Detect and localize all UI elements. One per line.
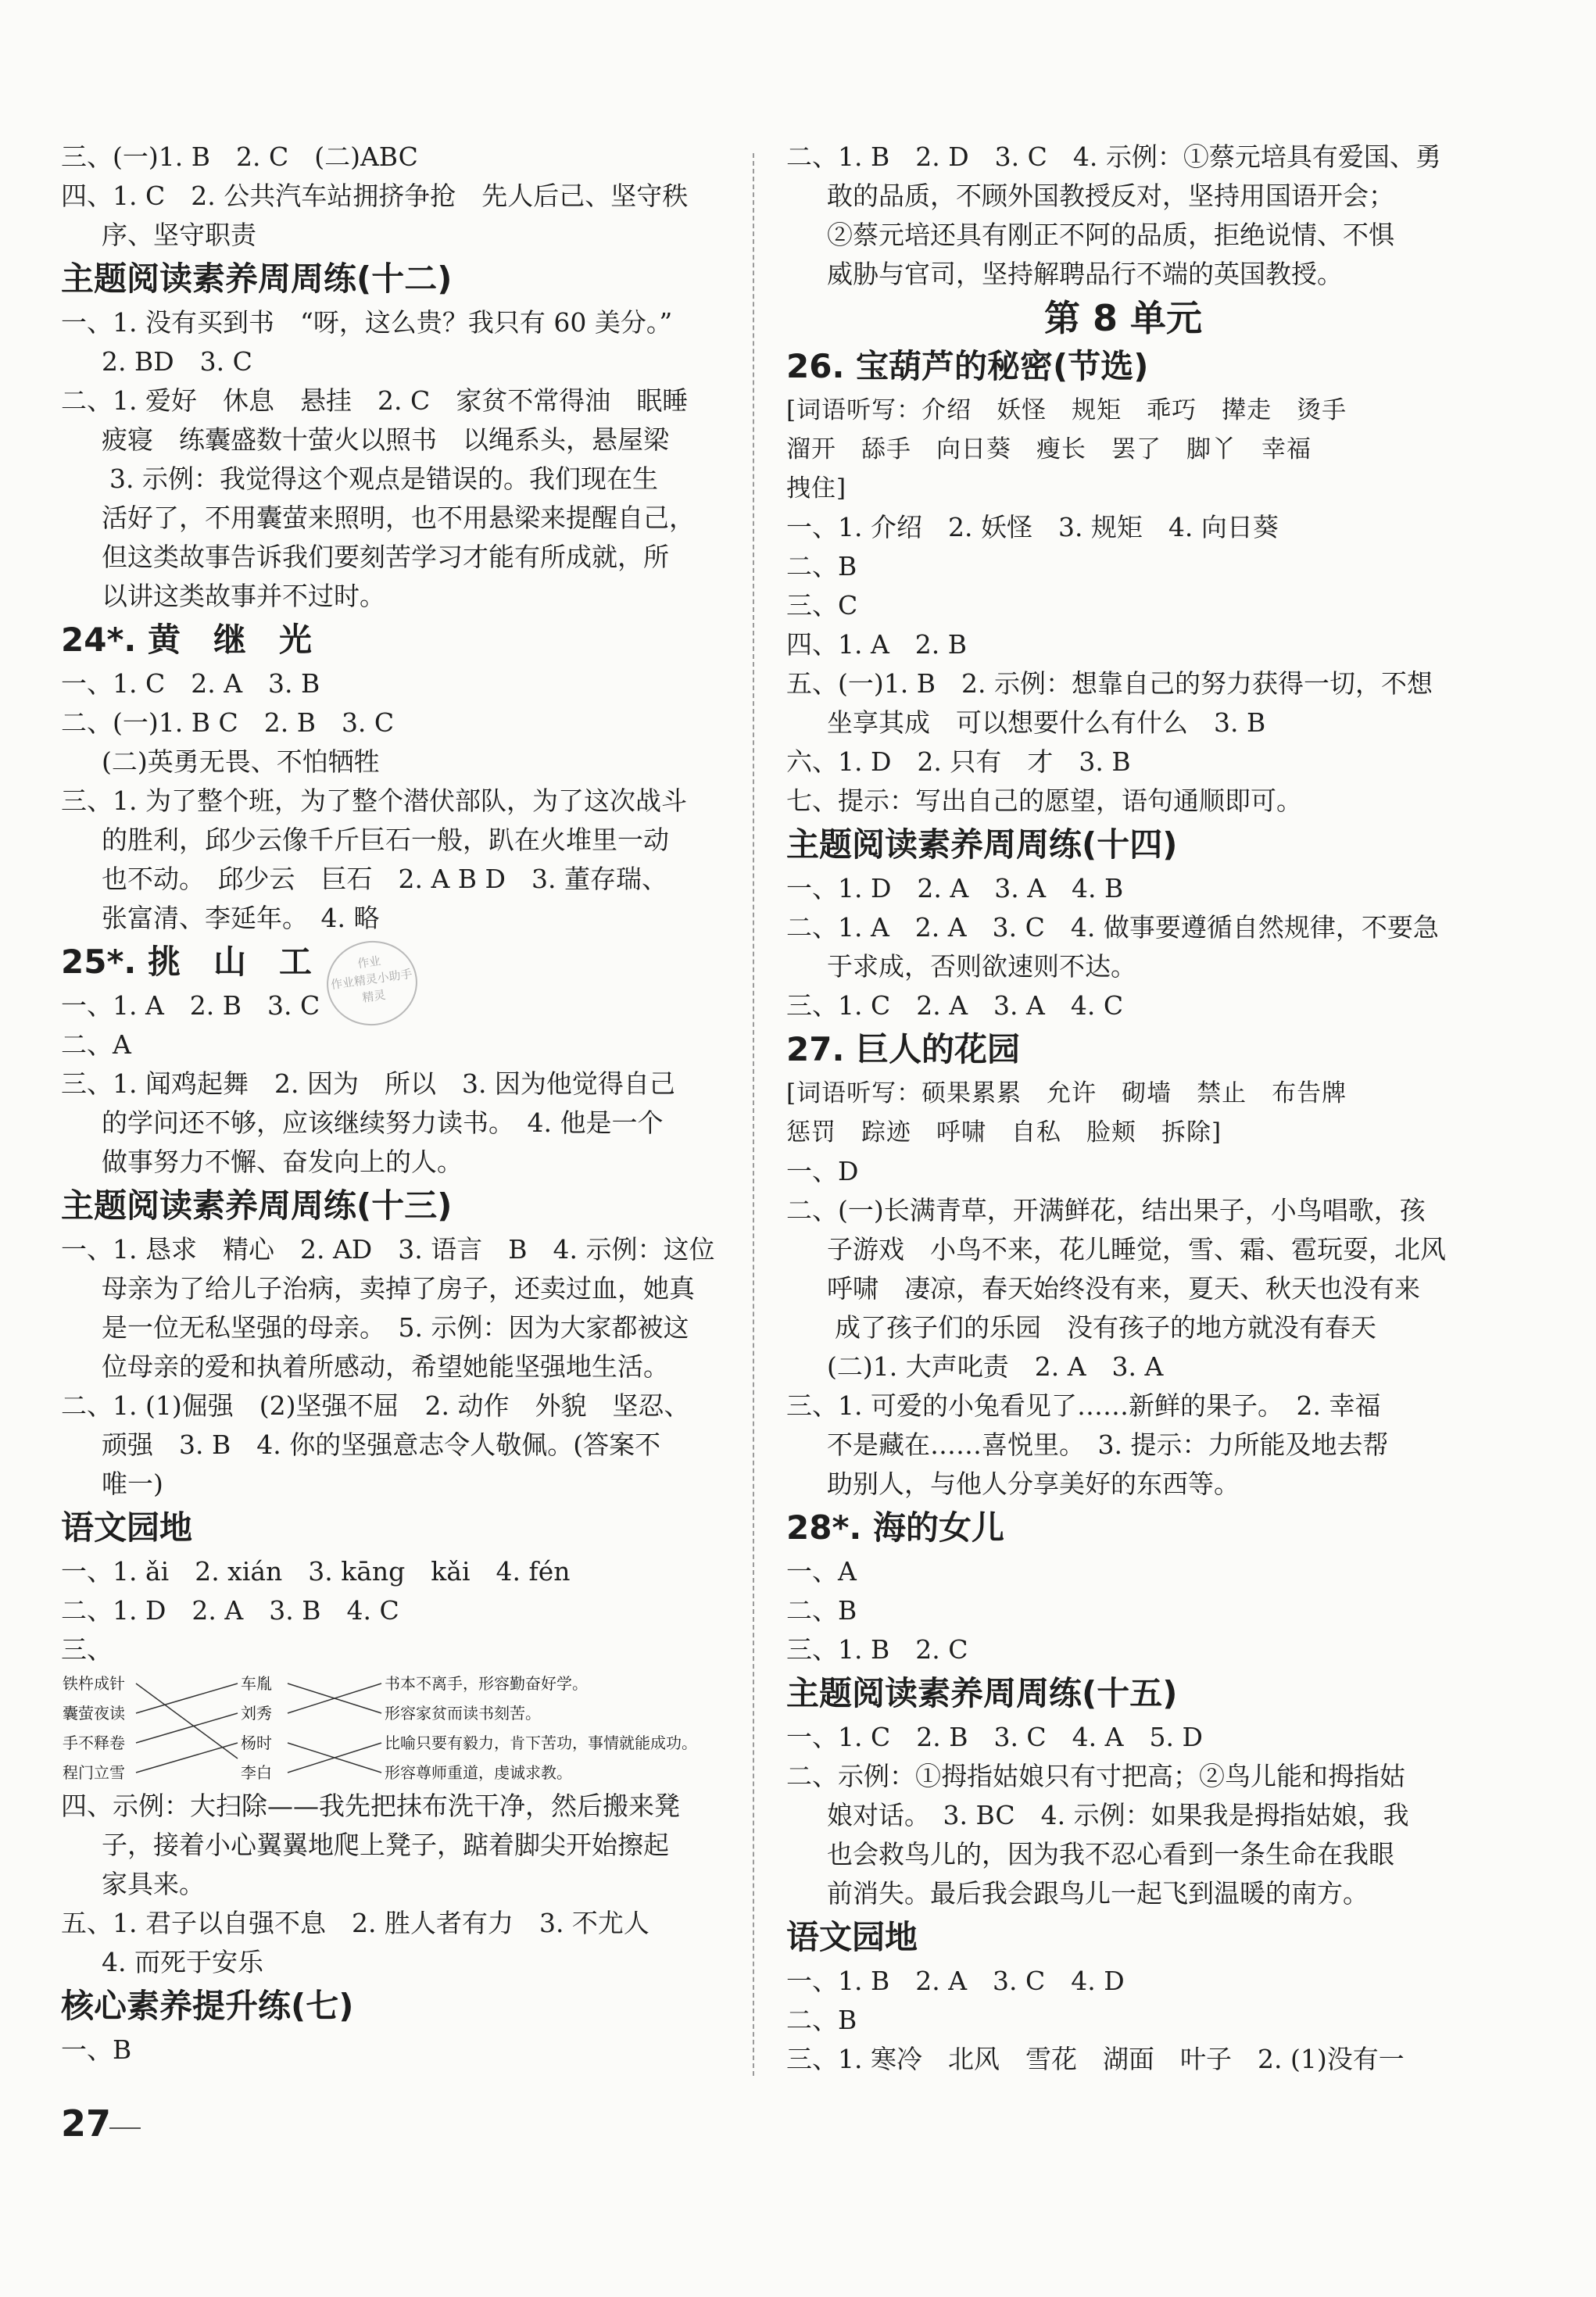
answer-line: 也不动。 邱少云 巨石 2. A B D 3. 董存瑞、: [102, 864, 667, 894]
answer-line: 二、B: [786, 551, 857, 581]
answer-line: 三、1. 闻鸡起舞 2. 因为 所以 3. 因为他觉得自己: [61, 1068, 675, 1099]
answer-line: 前消失。最后我会跟鸟儿一起飞到温暖的南方。: [827, 1878, 1369, 1909]
answer-line: 二、示例：①拇指姑娘只有寸把高；②鸟儿能和拇指姑: [786, 1761, 1405, 1791]
section-heading: 主题阅读素养周周练(十二): [61, 259, 453, 298]
answer-line: (二)英勇无畏、不怕牺牲: [102, 746, 380, 777]
answer-line: 位母亲的爱和执着所感动，希望她能坚强地生活。: [102, 1351, 669, 1382]
answer-line: 七、提示：写出自己的愿望，语句通顺即可。: [786, 785, 1302, 816]
left-answer-lines-after: [61, 1787, 722, 2070]
answer-line: 的学问还不够，应该继续努力读书。 4. 他是一个: [102, 1107, 664, 1138]
match-left-4: 程门立雪: [63, 1763, 125, 1782]
match-line-3: [136, 1713, 238, 1743]
section-heading: 24*. 黄 继 光: [61, 621, 312, 659]
match-left-1: 铁杵成针: [63, 1674, 125, 1693]
left-answer-lines: [61, 138, 722, 1669]
answer-line: 溜开 舔手 向日葵 瘦长 罢了 脚丫 幸福: [786, 435, 1312, 463]
answer-line: 娘对话。 3. BC 4. 示例：如果我是拇指姑娘，我: [827, 1800, 1409, 1830]
answer-line: 一、A: [786, 1556, 857, 1587]
answer-line: 一、1. D 2. A 3. A 4. B: [786, 873, 1124, 903]
match-middle-1: 车胤: [241, 1674, 272, 1693]
answer-line: 三、1. 可爱的小兔看见了……新鲜的果子。 2. 幸福: [786, 1390, 1381, 1421]
answer-line: 于求成，否则欲速则不达。: [827, 951, 1136, 982]
answer-line: 张富清、李延年。 4. 略: [102, 903, 380, 933]
section-heading: 28*. 海的女儿: [786, 1508, 1004, 1547]
answer-line: 四、1. C 2. 公共汽车站拥挤争抢 先人后己、坚守秩: [61, 181, 689, 211]
answer-line: 母亲为了给儿子治病，卖掉了房子，还卖过血，她真: [102, 1273, 695, 1304]
answer-line: 做事努力不懈、奋发向上的人。: [102, 1147, 463, 1177]
matching-exercise: [61, 1669, 722, 1787]
answer-line: 二、(一)长满青草，开满鲜花，结出果子，小鸟唱歌，孩: [786, 1195, 1426, 1225]
section-heading: 主题阅读素养周周练(十四): [786, 825, 1178, 864]
answer-line: 疲寝 练囊盛数十萤火以照书 以绳系头，悬屋梁: [102, 424, 669, 455]
section-heading: 语文园地: [61, 1508, 193, 1547]
answer-line: 三、C: [786, 590, 858, 621]
stamp-line-1: 作业: [356, 954, 382, 971]
answer-line: ②蔡元培还具有刚正不阿的品质，拒绝说情、不惧: [827, 220, 1394, 250]
answer-line: 子游戏 小鸟不来，花儿睡觉，雪、霜、雹玩耍，北风: [827, 1234, 1446, 1265]
answer-line: 三、: [61, 1634, 113, 1665]
match-right-2: 形容家贫而读书刻苦。: [385, 1704, 541, 1723]
match-line-2: [136, 1683, 238, 1713]
answer-line: 家具来。: [102, 1869, 205, 1899]
section-heading: 主题阅读素养周周练(十三): [61, 1186, 453, 1225]
answer-line: 二、1. D 2. A 3. B 4. C: [61, 1595, 399, 1626]
answer-line: 不是藏在……喜悦里。 3. 提示：力所能及地去帮: [827, 1429, 1389, 1460]
answer-line: 也会救鸟儿的，因为我不忍心看到一条生命在我眼: [827, 1839, 1394, 1869]
answer-line: 惩罚 踪迹 呼啸 自私 脸颊 拆除]: [786, 1118, 1222, 1147]
match-middle-2: 刘秀: [241, 1704, 272, 1723]
match-left-2: 囊萤夜读: [63, 1704, 125, 1723]
answer-line: 4. 而死于安乐: [102, 1947, 263, 1977]
answer-line: 一、1. C 2. B 3. C 4. A 5. D: [786, 1722, 1203, 1752]
column-divider: [753, 153, 754, 2076]
answer-line: 三、1. B 2. C: [786, 1634, 968, 1665]
answer-line: 五、1. 君子以自强不息 2. 胜人者有力 3. 不尤人: [61, 1908, 649, 1938]
section-heading: 27. 巨人的花园: [786, 1030, 1021, 1068]
answer-line: 二、A: [61, 1029, 131, 1060]
right-column: [786, 138, 1460, 2079]
stamp-line-2: 作业精灵小助手: [330, 966, 413, 993]
answer-line: 一、D: [786, 1156, 859, 1186]
answer-line: 二、1. A 2. A 3. C 4. 做事要遵循自然规律，不要急: [786, 912, 1439, 943]
section-heading: 26. 宝葫芦的秘密(节选): [786, 347, 1149, 385]
answer-line: 一、1. 介绍 2. 妖怪 3. 规矩 4. 向日葵: [786, 512, 1279, 542]
stamp-line-3: 精灵: [361, 987, 387, 1005]
answer-line: 助别人，与他人分享美好的东西等。: [827, 1469, 1240, 1499]
answer-line: 一、1. B 2. A 3. C 4. D: [786, 1966, 1125, 1996]
match-right-3: 比喻只要有毅力，肯下苦功，事情就能成功。: [385, 1733, 697, 1752]
section-heading: 25*. 挑 山 工: [61, 943, 312, 981]
answer-line: 威胁与官司，坚持解聘品行不端的英国教授。: [827, 259, 1343, 289]
answer-line: 二、B: [786, 2005, 857, 2035]
match-middle-4: 李白: [241, 1763, 272, 1782]
answer-line: 唯一): [102, 1469, 163, 1499]
section-heading: 核心素养提升练(七): [61, 1987, 354, 2025]
answer-line: 一、1. 恳求 精心 2. AD 3. 语言 B 4. 示例：这位: [61, 1234, 715, 1265]
answer-line: 二、1. 爱好 休息 悬挂 2. C 家贫不常得油 眠睡: [61, 385, 689, 416]
answer-line: 敢的品质，不顾外国教授反对，坚持用国语开会；: [827, 181, 1394, 211]
answer-line: (二)1. 大声叱责 2. A 3. A: [827, 1351, 1164, 1382]
answer-line: 一、1. C 2. A 3. B: [61, 668, 320, 699]
answer-line: 活好了，不用囊萤来照明，也不用悬梁来提醒自己，: [102, 503, 695, 533]
answer-line: 3. 示例：我觉得这个观点是错误的。我们现在生: [109, 463, 658, 494]
match-left-3: 手不释卷: [63, 1733, 125, 1752]
section-heading: 主题阅读素养周周练(十五): [786, 1674, 1178, 1712]
answer-line: 呼啸 凄凉，春天始终没有来，夏天、秋天也没有来: [827, 1273, 1420, 1304]
answer-line: 2. BD 3. C: [102, 346, 252, 377]
answer-line: 二、(一)1. B C 2. B 3. C: [61, 707, 395, 738]
match-right-1: 书本不离手，形容勤奋好学。: [385, 1674, 588, 1693]
answer-line: 五、(一)1. B 2. 示例：想靠自己的努力获得一切，不想: [786, 668, 1433, 699]
answer-line: 坐享其成 可以想要什么有什么 3. B: [827, 707, 1266, 738]
match-line-4: [136, 1743, 238, 1773]
answer-line: 一、B: [61, 2034, 132, 2065]
answer-line: 一、1. ǎi 2. xián 3. kāng kǎi 4. fén: [61, 1556, 571, 1587]
answer-line: 一、1. A 2. B 3. C: [61, 990, 320, 1021]
answer-line: 四、示例：大扫除——我先把抹布洗干净，然后搬来凳: [61, 1791, 680, 1821]
answer-line: 六、1. D 2. 只有 才 3. B: [786, 746, 1131, 777]
page-number: 27: [61, 2102, 112, 2145]
answer-line: 的胜利，邱少云像千斤巨石一般，趴在火堆里一动: [102, 825, 669, 855]
answer-line: 成了孩子们的乐园 没有孩子的地方就没有春天: [835, 1312, 1376, 1343]
answer-line: 三、(一)1. B 2. C (二)ABC: [61, 141, 418, 172]
answer-line: 二、1. B 2. D 3. C 4. 示例：①蔡元培具有爱国、勇: [786, 141, 1441, 172]
answer-line: [词语听写：介绍 妖怪 规矩 乖巧 撵走 烫手: [786, 396, 1347, 424]
answer-line: 三、1. 寒冷 北风 雪花 湖面 叶子 2. (1)没有一: [786, 2044, 1405, 2074]
page-number-rule: [109, 2127, 141, 2129]
answer-line: 拽住]: [786, 474, 847, 503]
answer-line: 是一位无私坚强的母亲。 5. 示例：因为大家都被这: [102, 1312, 689, 1343]
answer-line: 顽强 3. B 4. 你的坚强意志令人敬佩。(答案不: [102, 1429, 661, 1460]
section-heading: 语文园地: [786, 1918, 918, 1956]
answer-line: 二、B: [786, 1595, 857, 1626]
left-column: [61, 138, 722, 2070]
answer-line: 二、1. (1)倔强 (2)坚强不屈 2. 动作 外貌 坚忍、: [61, 1390, 690, 1421]
answer-line: 但这类故事告诉我们要刻苦学习才能有所成就，所: [102, 542, 669, 572]
answer-line: 以讲这类故事并不过时。: [102, 581, 385, 611]
answer-line: 四、1. A 2. B: [786, 629, 968, 660]
answer-line: 三、1. 为了整个班，为了整个潜伏部队，为了这次战斗: [61, 785, 687, 816]
answer-line: 子，接着小心翼翼地爬上凳子，踮着脚尖开始擦起: [102, 1830, 669, 1860]
match-middle-3: 杨时: [241, 1733, 272, 1752]
section-heading: 第 8 单元: [1043, 297, 1203, 339]
match-right-4: 形容尊师重道，虔诚求教。: [385, 1763, 572, 1782]
answer-line: 一、1. 没有买到书 “呀，这么贵？我只有 60 美分。”: [61, 307, 673, 338]
answer-line: 三、1. C 2. A 3. A 4. C: [786, 990, 1124, 1021]
answer-line: 序、坚守职责: [102, 220, 256, 250]
answer-line: [词语听写：硕果累累 允许 砌墙 禁止 布告牌: [786, 1079, 1347, 1107]
